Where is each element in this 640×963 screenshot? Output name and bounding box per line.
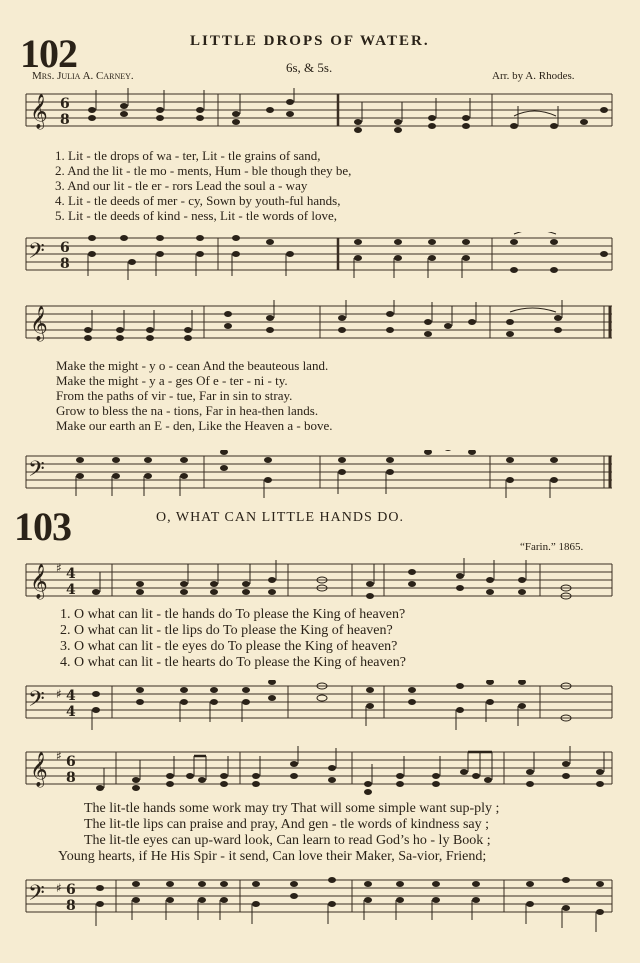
svg-text:𝄞: 𝄞 xyxy=(30,564,48,599)
svg-text:4: 4 xyxy=(66,688,76,704)
verse-line: Make our earth an E - den, Like the Heaven a - bove. xyxy=(56,418,333,433)
svg-text:𝄢: 𝄢 xyxy=(28,239,45,269)
svg-text:𝄢: 𝄢 xyxy=(28,881,45,911)
hymn-number-103: 103 xyxy=(14,504,71,549)
verses-103-system1 xyxy=(60,607,406,671)
svg-text:4: 4 xyxy=(66,566,76,582)
svg-text:𝄢: 𝄢 xyxy=(28,687,45,717)
verses-102-system2 xyxy=(56,358,333,433)
svg-text:𝄢: 𝄢 xyxy=(28,457,45,487)
hymn-title-103: O, WHAT CAN LITTLE HANDS DO. xyxy=(156,510,404,525)
verse-line: Make the might - y a - ges Of e - ter - ni - ty. xyxy=(56,373,288,388)
hymn-title-102: LITTLE DROPS OF WATER. xyxy=(190,33,430,49)
bass-staff-102-1 xyxy=(0,232,640,282)
treble-staff-102-2 xyxy=(0,300,640,350)
verse-line: From the paths of vir - tue, Far in sin to stray. xyxy=(56,388,293,403)
treble-staff-103-2 xyxy=(0,746,640,802)
bass-staff-102-2 xyxy=(0,450,640,500)
verse-line: Make the might - y o - cean And the beauteous land. xyxy=(56,358,329,373)
hymn-arranger-102: Arr. by A. Rhodes. xyxy=(492,70,575,82)
svg-text:8: 8 xyxy=(66,770,76,786)
verse-line: Grow to bless the na - tions, Far in hea-then lands. xyxy=(56,403,319,418)
verses-102-system1 xyxy=(55,148,351,223)
verse-line: The lit-tle hands some work may try That will some simple want sup-ply ; xyxy=(84,801,500,816)
svg-text:𝄞: 𝄞 xyxy=(30,94,48,129)
hymn-meter-102: 6s, & 5s. xyxy=(286,60,333,75)
verses-103-system2 xyxy=(58,801,499,865)
verse-line: 3. O what can lit - tle eyes do To please the King of heaven? xyxy=(60,639,398,654)
svg-text:8: 8 xyxy=(60,112,70,128)
bass-staff-103-2 xyxy=(0,874,640,934)
svg-text:4: 4 xyxy=(66,704,76,720)
svg-text:𝄞: 𝄞 xyxy=(30,306,48,341)
hymn-tune-103: “Farin.” 1865. xyxy=(520,541,584,553)
svg-text:♯: ♯ xyxy=(56,881,62,895)
svg-text:♯: ♯ xyxy=(56,561,62,575)
verse-line: The lit-tle lips can praise and pray, And gen - tle words of kindness say ; xyxy=(84,817,489,832)
svg-text:8: 8 xyxy=(60,256,70,272)
svg-text:6: 6 xyxy=(66,882,76,898)
verse-line: 1. Lit - tle drops of wa - ter, Lit - tle grains of sand, xyxy=(55,148,321,163)
verse-line: 1. O what can lit - tle hands do To please the King of heaven? xyxy=(60,607,406,622)
svg-text:6: 6 xyxy=(60,96,70,112)
verse-line: The lit-tle eyes can up-ward look, Can learn to read God’s ho - ly Book ; xyxy=(84,833,491,848)
verse-line: 4. O what can lit - tle hearts do To please the King of heaven? xyxy=(60,655,406,670)
verse-line: 2. O what can lit - tle lips do To please the King of heaven? xyxy=(60,623,393,638)
verse-line: Young hearts, if He His Spir - it send, Can love their Maker, Sa-vior, Friend; xyxy=(58,849,487,864)
hymn-author-102: Mrs. Julia A. Carney. xyxy=(32,70,134,82)
verse-line: 3. And our lit - tle er - rors Lead the soul a - way xyxy=(55,178,308,193)
svg-text:8: 8 xyxy=(66,898,76,914)
treble-staff-102-1 xyxy=(0,88,640,138)
svg-text:♯: ♯ xyxy=(56,749,62,763)
verse-line: 4. Lit - tle deeds of mer - cy, Sown by youth-ful hands, xyxy=(55,193,341,208)
hymn-number-102: 102 xyxy=(20,31,77,76)
svg-text:𝄞: 𝄞 xyxy=(30,752,48,787)
verse-line: 5. Lit - tle deeds of kind - ness, Lit - tle words of love, xyxy=(55,208,337,223)
treble-staff-103-1 xyxy=(0,558,640,608)
svg-text:6: 6 xyxy=(66,754,76,770)
verse-line: 2. And the lit - tle mo - ments, Hum - ble though they be, xyxy=(55,163,352,178)
svg-text:♯: ♯ xyxy=(56,687,62,701)
svg-text:4: 4 xyxy=(66,582,76,598)
svg-text:6: 6 xyxy=(60,240,70,256)
bass-staff-103-1 xyxy=(0,680,640,730)
